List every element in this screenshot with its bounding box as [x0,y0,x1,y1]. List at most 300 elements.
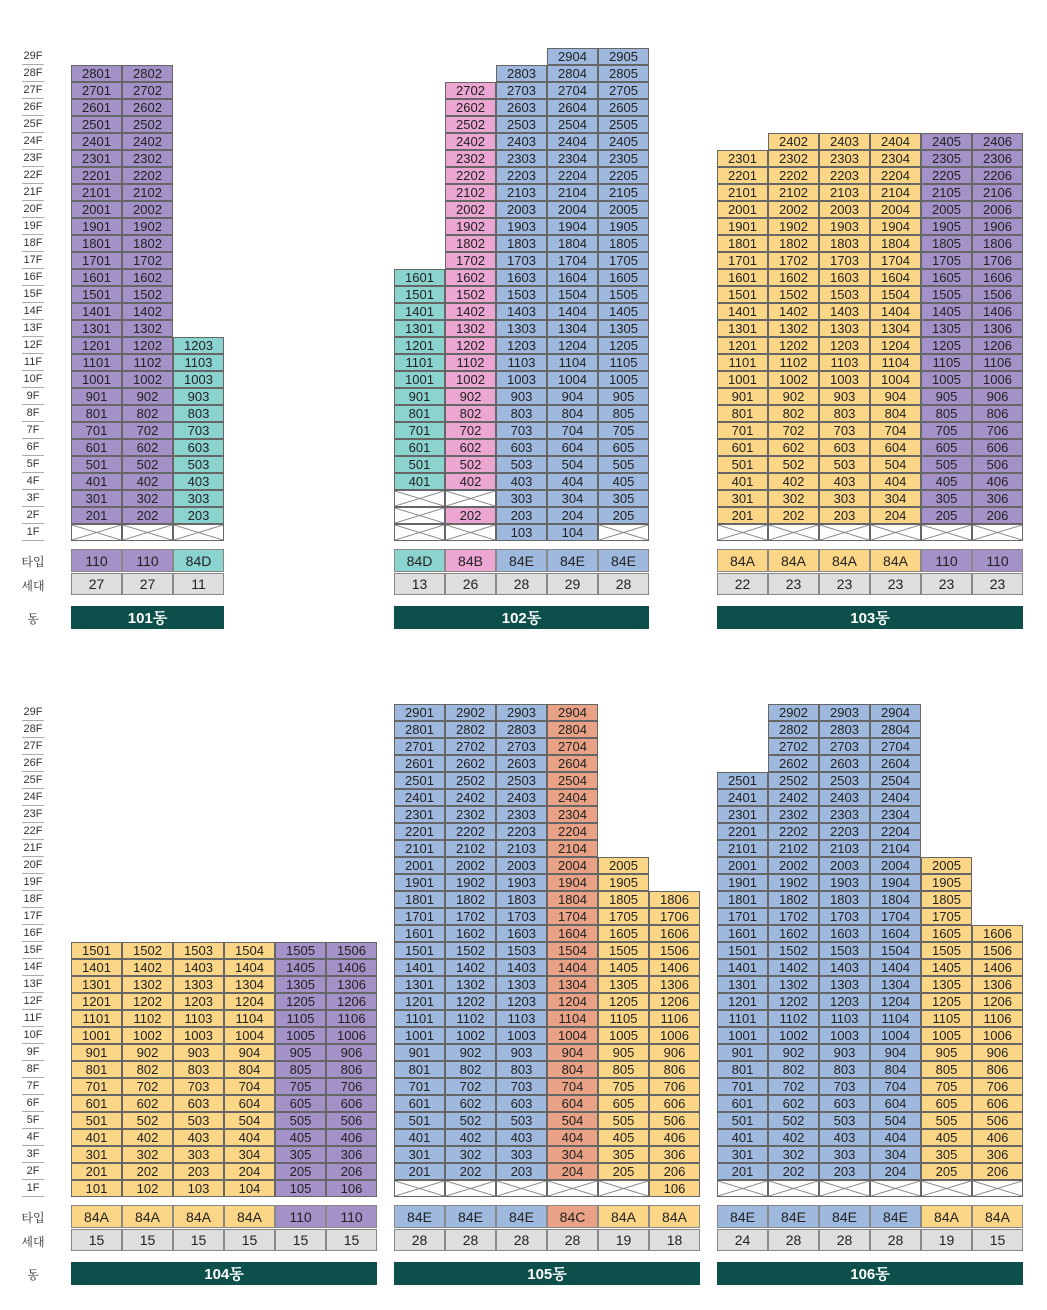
unit-cell[interactable]: 2605 [598,99,649,116]
unit-cell[interactable]: 305 [921,1146,972,1163]
unit-cell[interactable]: 1503 [173,942,224,959]
unit-cell[interactable]: 2703 [819,738,870,755]
unit-cell[interactable]: 906 [972,1044,1023,1061]
unit-cell[interactable]: 302 [122,490,173,507]
unit-cell[interactable]: 1103 [496,1010,547,1027]
unit-cell[interactable]: 1905 [598,874,649,891]
unit-cell[interactable]: 602 [122,439,173,456]
unit-cell[interactable]: 1401 [394,303,445,320]
unit-cell[interactable]: 1202 [768,337,819,354]
unit-cell[interactable]: 703 [496,1078,547,1095]
unit-cell[interactable]: 2401 [394,789,445,806]
unit-cell[interactable]: 1704 [547,252,598,269]
unit-cell[interactable]: 1106 [326,1010,377,1027]
unit-cell[interactable]: 403 [496,473,547,490]
unit-cell[interactable]: 1106 [972,354,1023,371]
unit-cell[interactable]: 704 [547,1078,598,1095]
unit-cell[interactable]: 504 [870,1112,921,1129]
unit-cell[interactable]: 1201 [717,337,768,354]
unit-cell[interactable]: 2302 [768,806,819,823]
unit-cell[interactable]: 2404 [870,133,921,150]
unit-cell[interactable]: 1605 [921,925,972,942]
unit-cell[interactable]: 404 [547,1129,598,1146]
unit-cell[interactable]: 502 [122,1112,173,1129]
unit-cell[interactable]: 1301 [717,976,768,993]
unit-cell[interactable]: 306 [972,490,1023,507]
unit-cell[interactable]: 502 [445,456,496,473]
unit-cell[interactable]: 1501 [717,942,768,959]
unit-cell[interactable]: 1501 [394,942,445,959]
unit-cell[interactable]: 901 [717,388,768,405]
unit-cell[interactable]: 1202 [122,337,173,354]
unit-cell[interactable]: 1102 [445,1010,496,1027]
unit-cell[interactable]: 803 [819,1061,870,1078]
unit-cell[interactable]: 1603 [819,269,870,286]
unit-cell[interactable]: 703 [173,422,224,439]
unit-cell[interactable]: 1201 [717,993,768,1010]
unit-cell[interactable]: 2405 [598,133,649,150]
unit-cell[interactable]: 403 [819,1129,870,1146]
unit-cell[interactable]: 1406 [326,959,377,976]
unit-cell[interactable]: 1603 [819,925,870,942]
unit-cell[interactable]: 301 [394,1146,445,1163]
unit-cell[interactable]: 302 [768,1146,819,1163]
unit-cell[interactable]: 1301 [717,320,768,337]
unit-cell[interactable]: 206 [972,507,1023,524]
unit-cell[interactable]: 705 [598,1078,649,1095]
unit-cell[interactable]: 2203 [496,823,547,840]
unit-cell[interactable]: 1606 [649,925,700,942]
unit-cell[interactable]: 2001 [717,857,768,874]
unit-cell[interactable]: 406 [972,1129,1023,1146]
unit-cell[interactable]: 1805 [598,891,649,908]
unit-cell[interactable]: 803 [819,405,870,422]
unit-cell[interactable]: 1302 [768,320,819,337]
unit-cell[interactable]: 2005 [598,857,649,874]
unit-cell[interactable]: 2602 [445,755,496,772]
unit-cell[interactable]: 506 [326,1112,377,1129]
unit-cell[interactable]: 603 [496,1095,547,1112]
unit-cell[interactable]: 304 [224,1146,275,1163]
unit-cell[interactable]: 1204 [547,993,598,1010]
unit-cell[interactable]: 1102 [768,1010,819,1027]
unit-cell[interactable]: 1304 [870,976,921,993]
unit-cell[interactable]: 302 [122,1146,173,1163]
unit-cell[interactable]: 2505 [598,116,649,133]
unit-cell[interactable]: 1403 [173,959,224,976]
unit-cell[interactable]: 1503 [819,286,870,303]
unit-cell[interactable]: 1504 [224,942,275,959]
unit-cell[interactable]: 2603 [496,99,547,116]
unit-cell[interactable]: 904 [870,1044,921,1061]
unit-cell[interactable]: 203 [173,1163,224,1180]
unit-cell[interactable]: 2001 [71,201,122,218]
unit-cell[interactable]: 506 [972,1112,1023,1129]
unit-cell[interactable]: 202 [768,507,819,524]
unit-cell[interactable]: 2502 [445,772,496,789]
unit-cell[interactable]: 1601 [71,269,122,286]
unit-cell[interactable]: 603 [173,439,224,456]
unit-cell[interactable]: 1501 [71,286,122,303]
unit-cell[interactable]: 2604 [547,755,598,772]
unit-cell[interactable]: 1903 [496,874,547,891]
unit-cell[interactable]: 804 [547,405,598,422]
unit-cell[interactable]: 605 [921,439,972,456]
unit-cell[interactable]: 902 [445,388,496,405]
unit-cell[interactable]: 2302 [445,806,496,823]
unit-cell[interactable]: 402 [768,1129,819,1146]
unit-cell[interactable]: 1003 [173,371,224,388]
unit-cell[interactable]: 1504 [547,942,598,959]
unit-cell[interactable]: 701 [71,1078,122,1095]
unit-cell[interactable]: 2902 [768,704,819,721]
unit-cell[interactable]: 1005 [275,1027,326,1044]
unit-cell[interactable]: 904 [870,388,921,405]
unit-cell[interactable]: 1804 [547,235,598,252]
unit-cell[interactable]: 2201 [71,167,122,184]
unit-cell[interactable]: 1502 [122,942,173,959]
unit-cell[interactable]: 1301 [394,320,445,337]
unit-cell[interactable]: 803 [173,1061,224,1078]
unit-cell[interactable]: 1705 [598,908,649,925]
unit-cell[interactable]: 1601 [394,925,445,942]
unit-cell[interactable]: 1701 [394,908,445,925]
unit-cell[interactable]: 2101 [717,840,768,857]
unit-cell[interactable]: 2102 [768,840,819,857]
unit-cell[interactable]: 501 [394,456,445,473]
unit-cell[interactable]: 201 [71,507,122,524]
unit-cell[interactable]: 1204 [870,337,921,354]
unit-cell[interactable]: 603 [173,1095,224,1112]
unit-cell[interactable]: 701 [71,422,122,439]
unit-cell[interactable]: 1402 [768,303,819,320]
unit-cell[interactable]: 205 [921,1163,972,1180]
unit-cell[interactable]: 1105 [598,1010,649,1027]
unit-cell[interactable]: 704 [547,422,598,439]
unit-cell[interactable]: 502 [122,456,173,473]
unit-cell[interactable]: 902 [768,388,819,405]
unit-cell[interactable]: 706 [326,1078,377,1095]
unit-cell[interactable]: 805 [598,405,649,422]
unit-cell[interactable]: 2603 [496,755,547,772]
unit-cell[interactable]: 904 [547,388,598,405]
unit-cell[interactable]: 1305 [598,320,649,337]
unit-cell[interactable]: 203 [173,507,224,524]
unit-cell[interactable]: 2503 [496,772,547,789]
unit-cell[interactable]: 1406 [972,303,1023,320]
unit-cell[interactable]: 2203 [496,167,547,184]
unit-cell[interactable]: 804 [224,1061,275,1078]
unit-cell[interactable]: 304 [870,490,921,507]
unit-cell[interactable]: 2304 [547,150,598,167]
unit-cell[interactable]: 505 [921,1112,972,1129]
unit-cell[interactable]: 1504 [547,286,598,303]
unit-cell[interactable]: 1805 [598,235,649,252]
unit-cell[interactable]: 1902 [445,874,496,891]
unit-cell[interactable]: 1002 [122,371,173,388]
unit-cell[interactable]: 505 [921,456,972,473]
unit-cell[interactable]: 606 [649,1095,700,1112]
unit-cell[interactable]: 1802 [768,891,819,908]
unit-cell[interactable]: 201 [717,507,768,524]
unit-cell[interactable]: 2402 [122,133,173,150]
unit-cell[interactable]: 1605 [598,269,649,286]
unit-cell[interactable]: 2701 [394,738,445,755]
unit-cell[interactable]: 1503 [496,942,547,959]
unit-cell[interactable]: 1305 [921,976,972,993]
unit-cell[interactable]: 701 [394,422,445,439]
unit-cell[interactable]: 2002 [768,857,819,874]
unit-cell[interactable]: 305 [921,490,972,507]
unit-cell[interactable]: 406 [972,473,1023,490]
unit-cell[interactable]: 1103 [819,1010,870,1027]
unit-cell[interactable]: 1405 [921,959,972,976]
unit-cell[interactable]: 702 [768,1078,819,1095]
unit-cell[interactable]: 1502 [122,286,173,303]
unit-cell[interactable]: 1803 [819,235,870,252]
unit-cell[interactable]: 604 [547,1095,598,1112]
unit-cell[interactable]: 502 [768,456,819,473]
unit-cell[interactable]: 1505 [921,942,972,959]
unit-cell[interactable]: 1006 [326,1027,377,1044]
unit-cell[interactable]: 402 [768,473,819,490]
unit-cell[interactable]: 1303 [496,976,547,993]
unit-cell[interactable]: 2102 [768,184,819,201]
unit-cell[interactable]: 204 [547,1163,598,1180]
unit-cell[interactable]: 2403 [496,789,547,806]
unit-cell[interactable]: 205 [598,1163,649,1180]
unit-cell[interactable]: 2502 [122,116,173,133]
unit-cell[interactable]: 2604 [870,755,921,772]
unit-cell[interactable]: 1005 [598,1027,649,1044]
unit-cell[interactable]: 304 [547,1146,598,1163]
unit-cell[interactable]: 2203 [819,823,870,840]
unit-cell[interactable]: 2601 [394,755,445,772]
unit-cell[interactable]: 802 [768,1061,819,1078]
unit-cell[interactable]: 1901 [71,218,122,235]
unit-cell[interactable]: 2205 [598,167,649,184]
unit-cell[interactable]: 303 [819,490,870,507]
unit-cell[interactable]: 201 [394,1163,445,1180]
unit-cell[interactable]: 2602 [768,755,819,772]
unit-cell[interactable]: 605 [921,1095,972,1112]
unit-cell[interactable]: 1804 [870,235,921,252]
unit-cell[interactable]: 1205 [598,337,649,354]
unit-cell[interactable]: 1106 [649,1010,700,1027]
unit-cell[interactable]: 903 [819,388,870,405]
unit-cell[interactable]: 504 [547,456,598,473]
unit-cell[interactable]: 2004 [547,857,598,874]
unit-cell[interactable]: 1104 [547,354,598,371]
unit-cell[interactable]: 405 [921,1129,972,1146]
unit-cell[interactable]: 201 [71,1163,122,1180]
unit-cell[interactable]: 301 [71,490,122,507]
unit-cell[interactable]: 1602 [768,269,819,286]
unit-cell[interactable]: 404 [224,1129,275,1146]
unit-cell[interactable]: 303 [173,490,224,507]
unit-cell[interactable]: 1402 [768,959,819,976]
unit-cell[interactable]: 2103 [496,184,547,201]
unit-cell[interactable]: 1002 [768,371,819,388]
unit-cell[interactable]: 1601 [394,269,445,286]
unit-cell[interactable]: 2105 [598,184,649,201]
unit-cell[interactable]: 2904 [547,48,598,65]
unit-cell[interactable]: 206 [326,1163,377,1180]
unit-cell[interactable]: 2403 [819,133,870,150]
unit-cell[interactable]: 301 [717,490,768,507]
unit-cell[interactable]: 1302 [768,976,819,993]
unit-cell[interactable]: 502 [768,1112,819,1129]
unit-cell[interactable]: 102 [122,1180,173,1197]
unit-cell[interactable]: 1001 [394,1027,445,1044]
unit-cell[interactable]: 1203 [819,337,870,354]
unit-cell[interactable]: 2702 [122,82,173,99]
unit-cell[interactable]: 1101 [71,1010,122,1027]
unit-cell[interactable]: 506 [649,1112,700,1129]
unit-cell[interactable]: 503 [496,1112,547,1129]
unit-cell[interactable]: 905 [275,1044,326,1061]
unit-cell[interactable]: 2504 [547,116,598,133]
unit-cell[interactable]: 1505 [598,286,649,303]
unit-cell[interactable]: 705 [275,1078,326,1095]
unit-cell[interactable]: 605 [598,1095,649,1112]
unit-cell[interactable]: 1202 [122,993,173,1010]
unit-cell[interactable]: 401 [71,473,122,490]
unit-cell[interactable]: 1605 [921,269,972,286]
unit-cell[interactable]: 2305 [921,150,972,167]
unit-cell[interactable]: 2903 [819,704,870,721]
unit-cell[interactable]: 702 [122,1078,173,1095]
unit-cell[interactable]: 301 [717,1146,768,1163]
unit-cell[interactable]: 1805 [921,891,972,908]
unit-cell[interactable]: 2705 [598,82,649,99]
unit-cell[interactable]: 2302 [445,150,496,167]
unit-cell[interactable]: 1004 [547,371,598,388]
unit-cell[interactable]: 1603 [496,925,547,942]
unit-cell[interactable]: 1304 [224,976,275,993]
unit-cell[interactable]: 1104 [547,1010,598,1027]
unit-cell[interactable]: 1106 [972,1010,1023,1027]
unit-cell[interactable]: 2102 [445,184,496,201]
unit-cell[interactable]: 703 [819,1078,870,1095]
unit-cell[interactable]: 2303 [819,150,870,167]
unit-cell[interactable]: 902 [122,388,173,405]
unit-cell[interactable]: 2002 [768,201,819,218]
unit-cell[interactable]: 1501 [71,942,122,959]
unit-cell[interactable]: 2003 [496,201,547,218]
unit-cell[interactable]: 2602 [122,99,173,116]
unit-cell[interactable]: 1201 [394,993,445,1010]
unit-cell[interactable]: 1006 [972,371,1023,388]
unit-cell[interactable]: 1704 [547,908,598,925]
unit-cell[interactable]: 1405 [598,959,649,976]
unit-cell[interactable]: 1506 [649,942,700,959]
unit-cell[interactable]: 1401 [71,303,122,320]
unit-cell[interactable]: 1006 [649,1027,700,1044]
unit-cell[interactable]: 1603 [496,269,547,286]
unit-cell[interactable]: 402 [445,1129,496,1146]
unit-cell[interactable]: 603 [819,439,870,456]
unit-cell[interactable]: 1302 [445,976,496,993]
unit-cell[interactable]: 1205 [598,993,649,1010]
unit-cell[interactable]: 2304 [547,806,598,823]
unit-cell[interactable]: 903 [173,388,224,405]
unit-cell[interactable]: 1003 [819,371,870,388]
unit-cell[interactable]: 106 [649,1180,700,1197]
unit-cell[interactable]: 1102 [445,354,496,371]
unit-cell[interactable]: 1003 [173,1027,224,1044]
unit-cell[interactable]: 1705 [921,908,972,925]
unit-cell[interactable]: 202 [768,1163,819,1180]
unit-cell[interactable]: 1601 [717,269,768,286]
unit-cell[interactable]: 1401 [717,959,768,976]
unit-cell[interactable]: 1801 [71,235,122,252]
unit-cell[interactable]: 1801 [717,891,768,908]
unit-cell[interactable]: 2005 [598,201,649,218]
unit-cell[interactable]: 1404 [547,303,598,320]
unit-cell[interactable]: 1901 [717,874,768,891]
unit-cell[interactable]: 905 [921,388,972,405]
unit-cell[interactable]: 802 [768,405,819,422]
unit-cell[interactable]: 1302 [445,320,496,337]
unit-cell[interactable]: 103 [496,524,547,541]
unit-cell[interactable]: 1305 [921,320,972,337]
unit-cell[interactable]: 405 [598,1129,649,1146]
unit-cell[interactable]: 205 [275,1163,326,1180]
unit-cell[interactable]: 1206 [972,337,1023,354]
unit-cell[interactable]: 2003 [819,857,870,874]
unit-cell[interactable]: 1206 [972,993,1023,1010]
unit-cell[interactable]: 1306 [326,976,377,993]
unit-cell[interactable]: 2704 [870,738,921,755]
unit-cell[interactable]: 2802 [768,721,819,738]
unit-cell[interactable]: 2202 [122,167,173,184]
unit-cell[interactable]: 2504 [870,772,921,789]
unit-cell[interactable]: 1901 [394,874,445,891]
unit-cell[interactable]: 505 [275,1112,326,1129]
unit-cell[interactable]: 2304 [870,150,921,167]
unit-cell[interactable]: 2604 [547,99,598,116]
unit-cell[interactable]: 706 [972,1078,1023,1095]
unit-cell[interactable]: 1405 [921,303,972,320]
unit-cell[interactable]: 2803 [496,65,547,82]
unit-cell[interactable]: 303 [496,1146,547,1163]
unit-cell[interactable]: 1305 [598,976,649,993]
unit-cell[interactable]: 1902 [122,218,173,235]
unit-cell[interactable]: 206 [972,1163,1023,1180]
unit-cell[interactable]: 1903 [819,874,870,891]
unit-cell[interactable]: 1102 [768,354,819,371]
unit-cell[interactable]: 106 [326,1180,377,1197]
unit-cell[interactable]: 1306 [972,320,1023,337]
unit-cell[interactable]: 503 [496,456,547,473]
unit-cell[interactable]: 1806 [972,235,1023,252]
unit-cell[interactable]: 906 [649,1044,700,1061]
unit-cell[interactable]: 801 [394,1061,445,1078]
unit-cell[interactable]: 706 [649,1078,700,1095]
unit-cell[interactable]: 202 [445,507,496,524]
unit-cell[interactable]: 1401 [717,303,768,320]
unit-cell[interactable]: 1906 [972,218,1023,235]
unit-cell[interactable]: 204 [224,1163,275,1180]
unit-cell[interactable]: 203 [819,507,870,524]
unit-cell[interactable]: 2803 [496,721,547,738]
unit-cell[interactable]: 1403 [496,303,547,320]
unit-cell[interactable]: 405 [921,473,972,490]
unit-cell[interactable]: 2402 [768,133,819,150]
unit-cell[interactable]: 1203 [496,337,547,354]
unit-cell[interactable]: 402 [445,473,496,490]
